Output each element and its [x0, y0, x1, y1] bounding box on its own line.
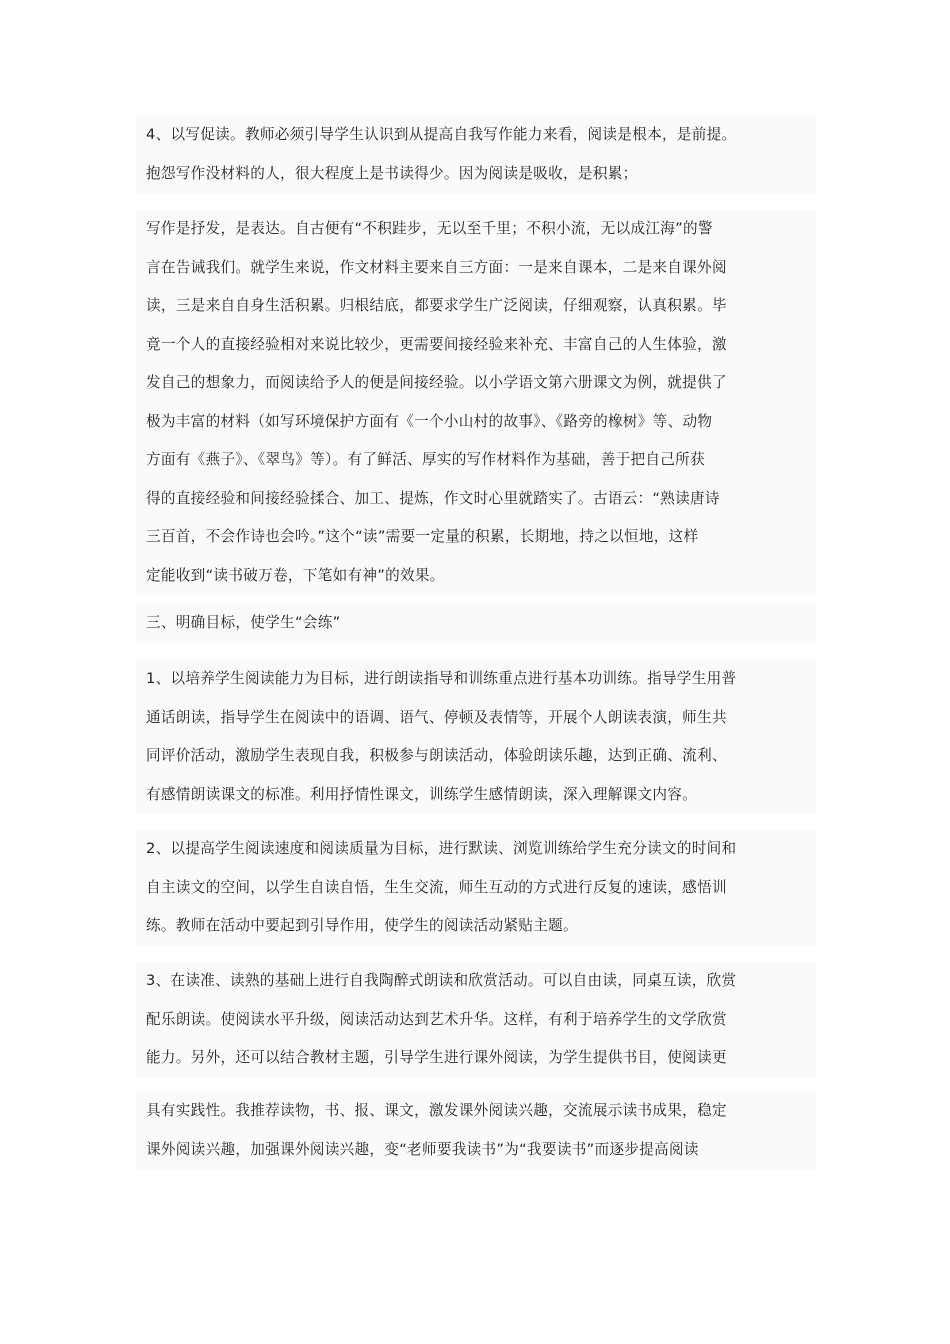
paragraph-appreciation: [136, 962, 816, 1078]
text-line: 抱怨写作没材料的人，很大程度上是书读得少。因为阅读是吸收，是积累；: [146, 164, 638, 182]
text-line: 定能收到“读书破万卷，下笔如有神”的效果。: [146, 566, 445, 584]
text-line: 言在告诫我们。就学生来说，作文材料主要来自三方面：一是来自课本，二是来自课外阅: [146, 258, 727, 276]
text-line: 写作是抒发，是表达。自古便有“不积跬步，无以至千里；不积小流，无以成江海”的警: [146, 220, 713, 237]
text-line: 三百首，不会作诗也会吟。”这个“读”需要一定量的积累，长期地，持之以恒地，这样: [146, 528, 699, 545]
text-line: 读，三是来自自身生活积累。归根结底，都要求学生广泛阅读，仔细观察，认真积累。毕: [146, 297, 727, 314]
text-line: 同评价活动，激励学生表现自我，积极参与朗读活动，体验朗读乐趣，达到正确、流利、: [146, 747, 727, 764]
text-line: 极为丰富的材料（如写环境保护方面有《一个小山村的故事》、《路旁的橡树》等、动物: [146, 412, 713, 430]
paragraph-practice: [136, 1092, 816, 1169]
text-line: 方面有《燕子》、《翠鸟》等）。有了鲜活、厚实的写作材料作为基础，善于把自己所获: [146, 451, 705, 468]
text-line: 竟一个人的直接经验相对来说比较少，更需要间接经验来补充、丰富自己的人生体验，激: [146, 335, 727, 353]
section-heading: [136, 604, 816, 643]
text-line: 有感情朗读课文的标准。利用抒情性课文，训练学生感情朗读，深入理解课文内容。: [146, 785, 698, 803]
paragraph-reading-ability: [136, 660, 816, 814]
paragraph-write-to-read: [136, 116, 816, 193]
heading-text: 三、明确目标，使学生“会练”: [146, 614, 341, 631]
text-line: 能力。另外，还可以结合教材主题，引导学生进行课外阅读，为学生提供书目，使阅读更: [146, 1049, 727, 1066]
paragraph-writing-expression: [136, 210, 816, 595]
text-line: 配乐朗读。使阅读水平升级，阅读活动达到艺术升华。这样，有利于培养学生的文学欣赏: [146, 1010, 727, 1028]
paragraph-reading-speed: [136, 830, 816, 946]
text-line: 得的直接经验和间接经验揉合、加工、提炼，作文时心里就踏实了。古语云：“熟读唐诗: [146, 489, 720, 507]
text-line: 课外阅读兴趣，加强课外阅读兴趣，变“老师要我读书”为“我要读书”而逐步提高阅读: [146, 1140, 699, 1158]
text-line: 具有实践性。我推荐读物，书、报、课文，激发课外阅读兴趣，交流展示读书成果，稳定: [146, 1102, 727, 1119]
text-line: 发自己的想象力，而阅读给予人的便是间接经验。以小学语文第六册课文为例，就提供了: [146, 374, 727, 391]
text-line: 通话朗读，指导学生在阅读中的语调、语气、停顿及表情等，开展个人朗读表演，师生共: [146, 708, 727, 726]
text-line: 3、在读准、读熟的基础上进行自我陶醉式朗读和欣赏活动。可以自由读，同桌互读，欣赏: [146, 972, 737, 989]
text-line: 练。教师在活动中要起到引导作用，使学生的阅读活动紧贴主题。: [146, 917, 578, 934]
text-line: 自主读文的空间，以学生自读自悟，生生交流，师生互动的方式进行反复的速读，感悟训: [146, 878, 727, 896]
text-line: 4、以写促读。教师必须引导学生认识到从提高自我写作能力来看，阅读是根本，是前提。: [146, 126, 737, 143]
text-line: 1、以培养学生阅读能力为目标，进行朗读指导和训练重点进行基本功训练。指导学生用普: [146, 670, 737, 687]
text-line: 2、以提高学生阅读速度和阅读质量为目标，进行默读、浏览训练给学生充分读文的时间和: [146, 840, 737, 857]
